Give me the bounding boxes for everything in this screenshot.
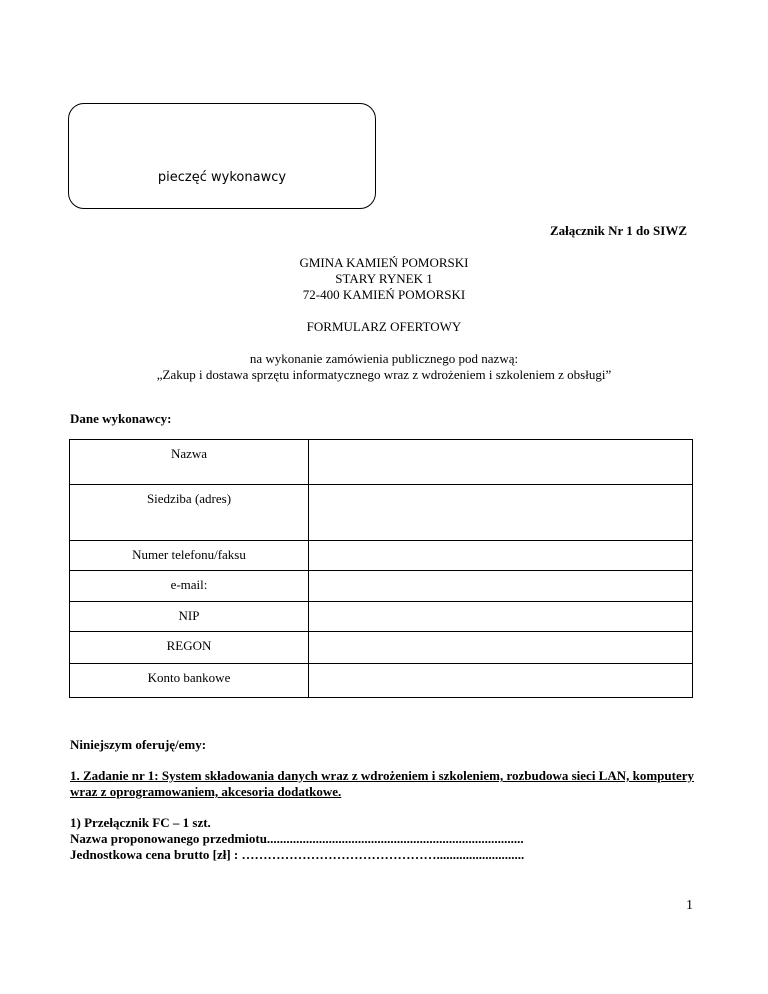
row-label: e-mail: bbox=[70, 571, 309, 602]
contractor-stamp-box bbox=[68, 103, 376, 209]
intro-line-2: „Zakup i dostawa sprzętu informatycznego wraz z wdrożeniem i szkoleniem z obsługi” bbox=[156, 367, 612, 382]
row-value-field[interactable] bbox=[309, 571, 693, 602]
row-value-field[interactable] bbox=[309, 664, 693, 698]
contractor-heading: Dane wykonawcy: bbox=[70, 411, 172, 426]
annex-label: Załącznik Nr 1 do SIWZ bbox=[549, 223, 687, 238]
row-value-field[interactable] bbox=[309, 632, 693, 664]
intro-text bbox=[0, 351, 768, 383]
page-number: 1 bbox=[686, 898, 693, 913]
form-title: FORMULARZ OFERTOWY bbox=[306, 319, 462, 334]
table-row bbox=[70, 632, 693, 664]
item-title: 1) Przełącznik FC – 1 szt. bbox=[70, 815, 211, 830]
row-label: REGON bbox=[70, 632, 309, 664]
intro-line-1: na wykonanie zamówienia publicznego pod nazwą: bbox=[249, 351, 519, 366]
contractor-data-table bbox=[69, 439, 693, 698]
recipient-line-1: GMINA KAMIEŃ POMORSKI bbox=[299, 255, 469, 270]
row-value-field[interactable] bbox=[309, 602, 693, 632]
row-label: NIP bbox=[70, 602, 309, 632]
row-label: Siedziba (adres) bbox=[70, 485, 309, 541]
row-label: Nazwa bbox=[70, 440, 309, 485]
recipient-line-3: 72-400 KAMIEŃ POMORSKI bbox=[302, 287, 466, 302]
row-label: Konto bankowe bbox=[70, 664, 309, 698]
item-name-line: Nazwa proponowanego przedmiotu............................................................................... bbox=[70, 831, 524, 846]
row-value-field[interactable] bbox=[309, 485, 693, 541]
row-value-field[interactable] bbox=[309, 541, 693, 571]
table-row bbox=[70, 440, 693, 485]
table-row bbox=[70, 664, 693, 698]
item-block bbox=[70, 815, 524, 863]
stamp-label: pieczęć wykonawcy bbox=[157, 170, 287, 185]
table-row bbox=[70, 571, 693, 602]
table-row bbox=[70, 485, 693, 541]
offer-heading: Niniejszym oferuję/emy: bbox=[70, 737, 207, 752]
recipient-line-2: STARY RYNEK 1 bbox=[335, 271, 433, 286]
table-row bbox=[70, 541, 693, 571]
table-row bbox=[70, 602, 693, 632]
recipient-address bbox=[0, 255, 768, 303]
row-label: Numer telefonu/faksu bbox=[70, 541, 309, 571]
task-heading: 1. Zadanie nr 1: System składowania danych wraz z wdrożeniem i szkoleniem, rozbudowa sieci LAN, komputery wraz z oprogramowaniem, akcesoria dodatkowe. bbox=[70, 768, 695, 799]
row-value-field[interactable] bbox=[309, 440, 693, 485]
item-price-line: Jednostkowa cena brutto [zł] : ………………………………………........................... bbox=[70, 847, 525, 862]
